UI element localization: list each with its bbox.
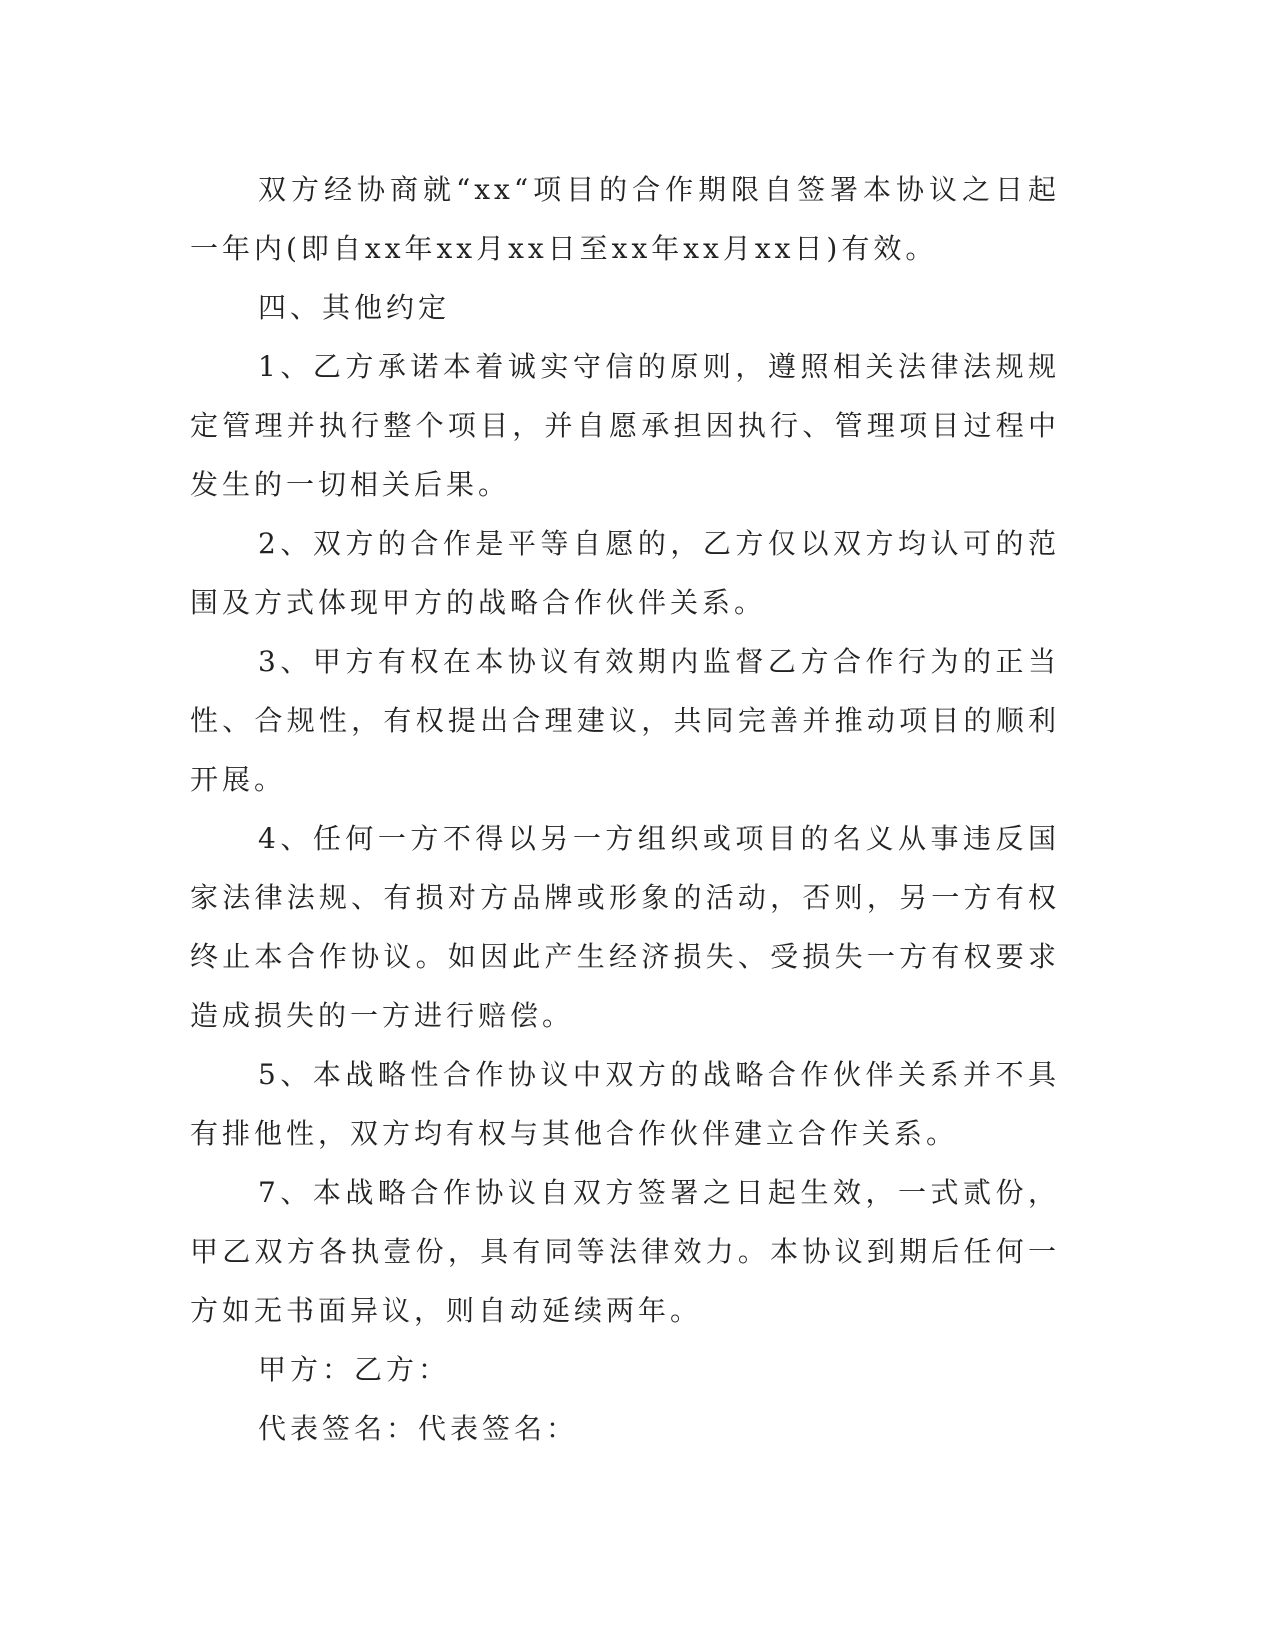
term-paragraph: 双方经协商就“xx“项目的合作期限自签署本协议之日起一年内(即自xx年xx月xx日至xx年xx月xx日)有效。 <box>190 173 1060 265</box>
signature-representatives: 代表签名：代表签名： <box>258 1412 579 1445</box>
clause-2: 2、双方的合作是平等自愿的，乙方仅以双方均认可的范围及方式体现甲方的战略合作伙伴关系。 <box>190 527 1060 619</box>
section-heading: 四、其他约定 <box>258 291 451 324</box>
document-body <box>190 160 1060 1458</box>
clause-7: 7、本战略合作协议自双方签署之日起生效，一式贰份，甲乙双方各执壹份，具有同等法律效力。本协议到期后任何一方如无书面异议，则自动延续两年。 <box>190 1176 1060 1327</box>
clause-3: 3、甲方有权在本协议有效期内监督乙方合作行为的正当性、合规性，有权提出合理建议，共同完善并推动项目的顺利开展。 <box>190 645 1060 796</box>
clause-4: 4、任何一方不得以另一方组织或项目的名义从事违反国家法律法规、有损对方品牌或形象的活动，否则，另一方有权终止本合作协议。如因此产生经济损失、受损失一方有权要求造成损失的一方进行赔偿。 <box>190 822 1060 1032</box>
signature-parties: 甲方：乙方： <box>258 1353 451 1386</box>
clause-5: 5、本战略性合作协议中双方的战略合作伙伴关系并不具有排他性，双方均有权与其他合作伙伴建立合作关系。 <box>190 1058 1060 1150</box>
clause-1: 1、乙方承诺本着诚实守信的原则，遵照相关法律法规规定管理并执行整个项目，并自愿承担因执行、管理项目过程中发生的一切相关后果。 <box>190 350 1060 501</box>
